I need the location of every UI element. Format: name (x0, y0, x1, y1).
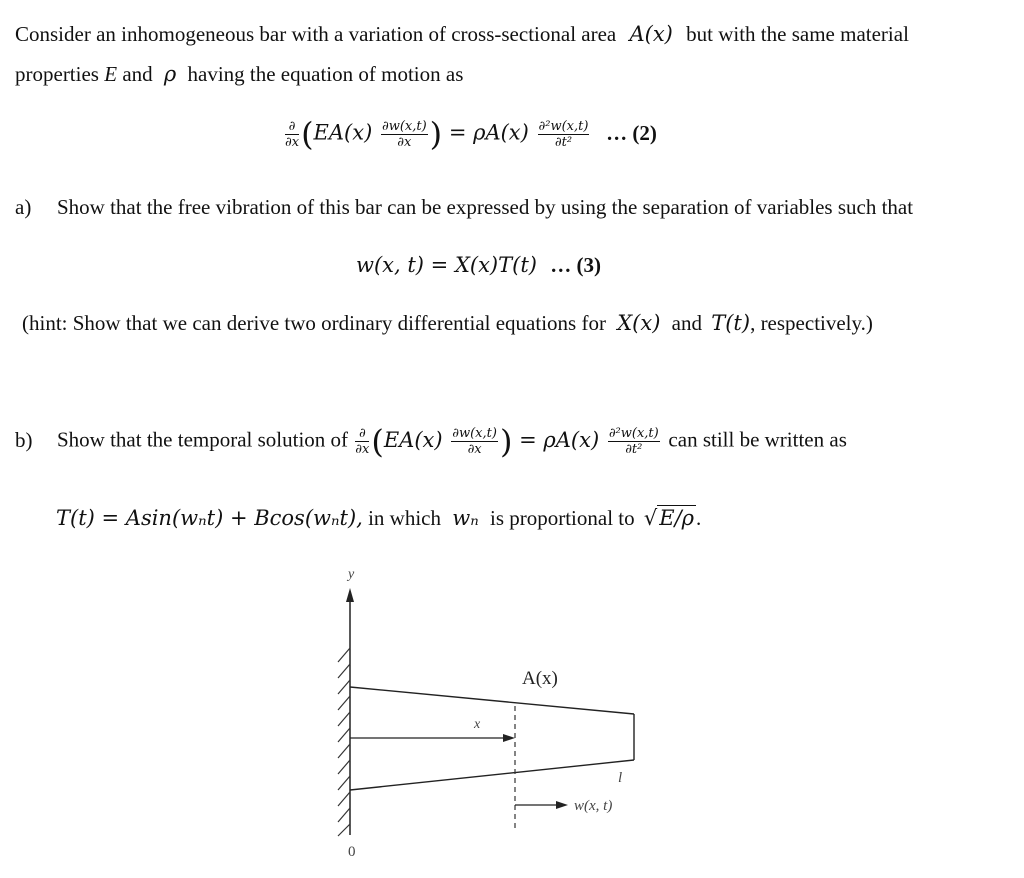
hint-T: T(t) (711, 311, 751, 335)
hint-X: X(x) (617, 311, 661, 335)
eq3-tag: … (3) (550, 253, 601, 277)
x-arrowhead (503, 734, 515, 742)
proportional-text: is proportional to (489, 506, 635, 530)
part-b-label: b) (15, 427, 33, 452)
part-a-label: a) (15, 195, 32, 219)
eq2-rhs: = ρA(x) (448, 120, 529, 145)
part-a-text: Show that the free vibration of this bar can be expressed by using the separation of variables such that (57, 195, 914, 219)
bar-bottom-edge (350, 760, 634, 790)
hint-text-b: , respectively.) (750, 311, 873, 335)
intro-text-a: Consider an inhomogeneous bar with a variation of cross-sectional area (15, 22, 617, 46)
y-axis-label: y (348, 567, 355, 582)
eq2-dw-dx: $\frac{\partial w(x,t)}{\partial x}$ (381, 118, 427, 150)
eq2-partial-x: $\frac{\partial}{\partial x}$ (285, 118, 300, 150)
intro-text-b: but with the same material (686, 22, 909, 46)
solution-math: T(t) = Asin(wₙt) + Bcos(wₙt), (56, 506, 363, 530)
displacement-label: w(x, t) (574, 798, 613, 814)
temporal-solution: T(t) = Asin(wₙt) + Bcos(wₙt), in which wₙ is proportional to √E/ρ. (56, 506, 702, 530)
symbol-rho: ρ (163, 62, 177, 86)
intro-and: and (122, 62, 153, 86)
sqrt-expression: √E/ρ (643, 506, 695, 530)
solution-text: in which (368, 506, 441, 530)
y-axis-arrowhead (346, 588, 354, 602)
eq2-ea: EA(x) (313, 120, 373, 145)
intro-text-c: properties (15, 62, 99, 86)
wall-hatching (338, 648, 350, 836)
eq2-tag: … (2) (606, 120, 657, 145)
origin-label: 0 (348, 844, 356, 860)
eq3-math: w(x, t) = X(x)T(t) (356, 253, 537, 277)
omega-n: wₙ (452, 506, 479, 530)
equation-2: $\frac{\partial}{\partial x}$ (EA(x) $\frac{\partial w(x,t)}{\partial x}$ ) = ρA(x) $\frac{\text{∂²w(x,t)}}{\text{∂t²}}$ … (2) (285, 115, 657, 153)
hint-text-a: (hint: Show that we can derive two ordinary differential equations for (22, 311, 606, 335)
intro-text-d: having the equation of motion as (187, 62, 464, 86)
area-label: A(x) (522, 668, 558, 689)
part-b-equation: $\frac{\partial}{\partial x}$ (EA(x) $\frac{\partial w(x,t)}{\partial x}$ ) = ρA(x) $\frac{\text{∂²w(x,t)}}{\text{∂t²}}$ (355, 422, 659, 460)
x-label: x (474, 717, 481, 732)
length-label: l (618, 770, 623, 786)
bar-top-edge (350, 687, 634, 714)
eq2-d2w-dt2: $\frac{\text{∂²w(x,t)}}{\text{∂t²}}$ (538, 118, 589, 150)
part-b-text-a: Show that the temporal solution of (57, 427, 349, 452)
symbol-E: E (104, 62, 118, 86)
area-function: A(x) (629, 22, 673, 46)
part-b-text-b: can still be written as (668, 427, 847, 452)
displacement-arrowhead (556, 801, 568, 809)
hint-and: and (671, 311, 702, 335)
